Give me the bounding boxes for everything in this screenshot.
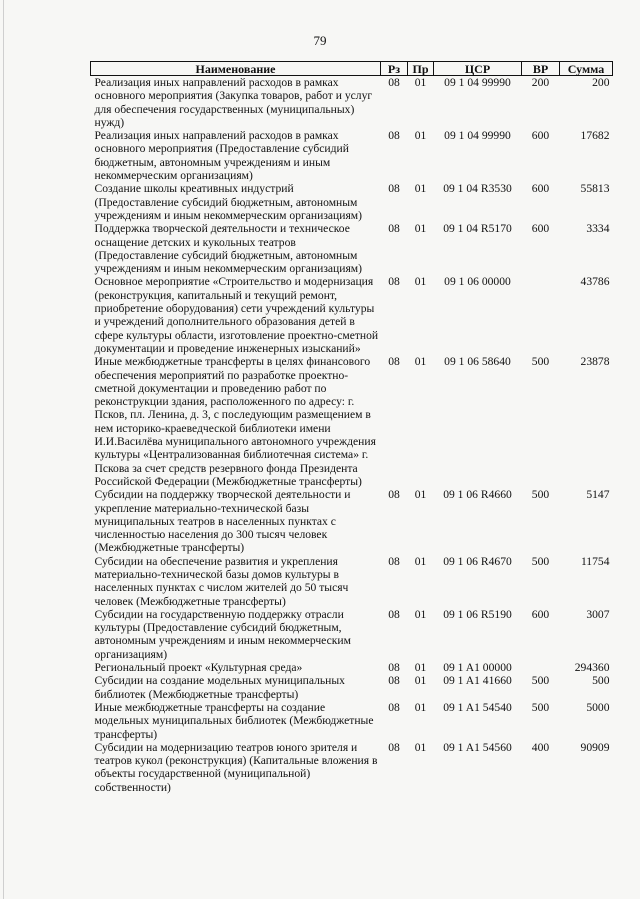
table-row: [91, 661, 613, 674]
cell-vr: 500: [531, 355, 550, 369]
table-row: [91, 355, 613, 488]
cell-csr: 09 1 06 00000: [444, 275, 511, 289]
cell-sum: 11754: [580, 554, 610, 568]
cell-pr: 01: [414, 275, 427, 289]
cell-vr: 500: [531, 488, 550, 502]
cell-sum: 43786: [580, 275, 610, 289]
table-row: [91, 222, 613, 275]
cell-csr: 09 1 A1 54560: [443, 740, 512, 754]
cell-rz: 08: [388, 355, 400, 369]
cell-name: Субсидии на государственную поддержку отрасли культуры (Предоставление субсидий бюджетным, автономным учреждениям и иным некоммерческим организациям): [94, 607, 351, 661]
table-row: [91, 76, 613, 130]
page-number: 79: [313, 33, 327, 48]
cell-sum: 294360: [574, 661, 610, 675]
table-row: [91, 488, 613, 554]
cell-csr: 09 1 04 R3530: [443, 182, 512, 196]
cell-name: Реализация иных направлений расходов в рамках основного мероприятия (Предоставление субсидий бюджетным, автономным учреждениям и иным некоммерческим организациям): [94, 129, 349, 183]
cell-pr: 01: [414, 222, 427, 236]
cell-sum: 5147: [586, 488, 610, 502]
cell-name: Создание школы креативных индустрий (Предоставление субсидий бюджетным, автономным учреждениям и иным некоммерческим организациям): [94, 182, 362, 222]
cell-vr: 600: [531, 222, 550, 236]
cell-rz: 08: [388, 740, 400, 754]
header-pr: Пр: [408, 62, 434, 76]
table-row: [91, 275, 613, 355]
cell-vr: 500: [531, 554, 550, 568]
header-csr: ЦСР: [434, 62, 522, 76]
table-row: [91, 182, 613, 222]
cell-csr: 09 1 06 58640: [444, 355, 511, 369]
cell-vr: 400: [531, 740, 550, 754]
cell-pr: 01: [414, 674, 427, 688]
cell-csr: 09 1 06 R4670: [443, 554, 512, 568]
cell-csr: 09 1 04 R5170: [443, 222, 512, 236]
cell-vr: 500: [531, 700, 550, 714]
cell-rz: 08: [388, 607, 400, 621]
cell-pr: 01: [414, 700, 427, 714]
cell-pr: 01: [414, 488, 427, 502]
cell-vr: [522, 275, 560, 355]
cell-name: Иные межбюджетные трансферты на создание модельных муниципальных библиотек (Межбюджетные трансферты): [94, 700, 374, 741]
cell-csr: 09 1 A1 00000: [443, 661, 512, 675]
cell-rz: 08: [388, 700, 400, 714]
cell-rz: 08: [388, 275, 400, 289]
cell-rz: 08: [388, 129, 400, 143]
cell-sum: 17682: [580, 129, 610, 143]
cell-sum: 90909: [580, 740, 610, 754]
table-row: [91, 741, 613, 794]
table-row: [91, 674, 613, 701]
cell-rz: 08: [388, 488, 400, 502]
cell-vr: 600: [531, 129, 550, 143]
cell-vr: 200: [531, 76, 550, 89]
cell-name: Поддержка творческой деятельности и техническое оснащение детских и кукольных театров (Предоставление субсидий бюджетным, автономным учреждениям и иным некоммерческим организациям): [94, 222, 362, 276]
cell-rz: 08: [388, 76, 400, 89]
cell-pr: 01: [414, 554, 427, 568]
header-name: Наименование: [91, 62, 381, 76]
cell-csr: 09 1 A1 54540: [443, 700, 512, 714]
header-vr: ВР: [522, 62, 560, 76]
cell-name: Субсидии на создание модельных муниципальных библиотек (Межбюджетные трансферты): [94, 674, 345, 701]
table-row: [91, 701, 613, 741]
cell-csr: 09 1 06 R5190: [443, 607, 512, 621]
cell-pr: 01: [414, 182, 427, 196]
cell-vr: 600: [531, 182, 550, 196]
cell-sum: 500: [592, 674, 610, 688]
cell-name: Региональный проект «Культурная среда»: [94, 661, 303, 675]
cell-vr: 600: [531, 607, 550, 621]
budget-table: [90, 61, 613, 794]
cell-vr: 500: [531, 674, 550, 688]
table-row: [91, 608, 613, 661]
header-rz: Рз: [381, 62, 408, 76]
table-row: [91, 129, 613, 182]
cell-name: Реализация иных направлений расходов в рамках основного мероприятия (Закупка товаров, работ и услуг для обеспечения государственных (муниципальных) нужд): [94, 76, 373, 129]
cell-rz: 08: [388, 554, 400, 568]
cell-pr: 01: [414, 607, 427, 621]
cell-rz: 08: [388, 661, 400, 675]
cell-csr: 09 1 06 R4660: [443, 488, 512, 502]
cell-vr: [522, 661, 560, 674]
cell-pr: 01: [414, 355, 427, 369]
cell-csr: 09 1 04 99990: [444, 129, 511, 143]
cell-sum: 200: [592, 76, 610, 89]
cell-rz: 08: [388, 182, 400, 196]
header-sum: Сумма: [560, 62, 613, 76]
cell-sum: 23878: [580, 355, 610, 369]
cell-name: Иные межбюджетные трансферты в целях финансового обеспечения мероприятий по разработке проектно-сметной документации и проведению работ по реконструкции здания, расположенного по адресу: г. Псков, пл. Ленина, д. 3, с последующим размещением в нем историко-краеведческой библиотеки имени И.И.Василёва муниципального автономного учреждения культуры «Централизованная библиотечная система» г. Пскова за счет средств резервного фонда Президента Российской Федерации (Межбюджетные трансферты): [94, 355, 376, 488]
cell-name: Субсидии на обеспечение развития и укрепления материально-технической базы домов культуры в населенных пунктах с числом жителей до 50 тысяч человек (Межбюджетные трансферты): [94, 554, 349, 608]
cell-sum: 55813: [580, 182, 610, 196]
cell-pr: 01: [414, 661, 427, 675]
cell-rz: 08: [388, 674, 400, 688]
cell-name: Основное мероприятие «Строительство и модернизация (реконструкция, капитальный и текущий ремонт, приобретение оборудования) сети учреждений культуры и учреждений дополнительного образования детей в сфере культуры области, изготовление проектно-сметной документации и проведение инженерных изысканий»: [94, 275, 379, 355]
cell-name: Субсидии на поддержку творческой деятельности и укрепление материально-технической базы муниципальных театров в населенных пунктах с численностью населения до 300 тысяч человек (Межбюджетные трансферты): [94, 488, 351, 555]
cell-pr: 01: [414, 740, 427, 754]
table-header-row: [91, 62, 613, 76]
cell-csr: 09 1 04 99990: [444, 76, 511, 89]
cell-name: Субсидии на модернизацию театров юного зрителя и театров кукол (реконструкция) (Капитальные вложения в объекты государственной (муниципальной) собственности): [94, 740, 378, 794]
cell-sum: 3007: [586, 607, 610, 621]
cell-sum: 3334: [586, 222, 610, 236]
cell-rz: 08: [388, 222, 400, 236]
table-row: [91, 555, 613, 608]
cell-pr: 01: [414, 76, 427, 89]
cell-csr: 09 1 A1 41660: [443, 674, 512, 688]
page-edge: [3, 0, 4, 899]
cell-pr: 01: [414, 129, 427, 143]
cell-sum: 5000: [586, 700, 610, 714]
